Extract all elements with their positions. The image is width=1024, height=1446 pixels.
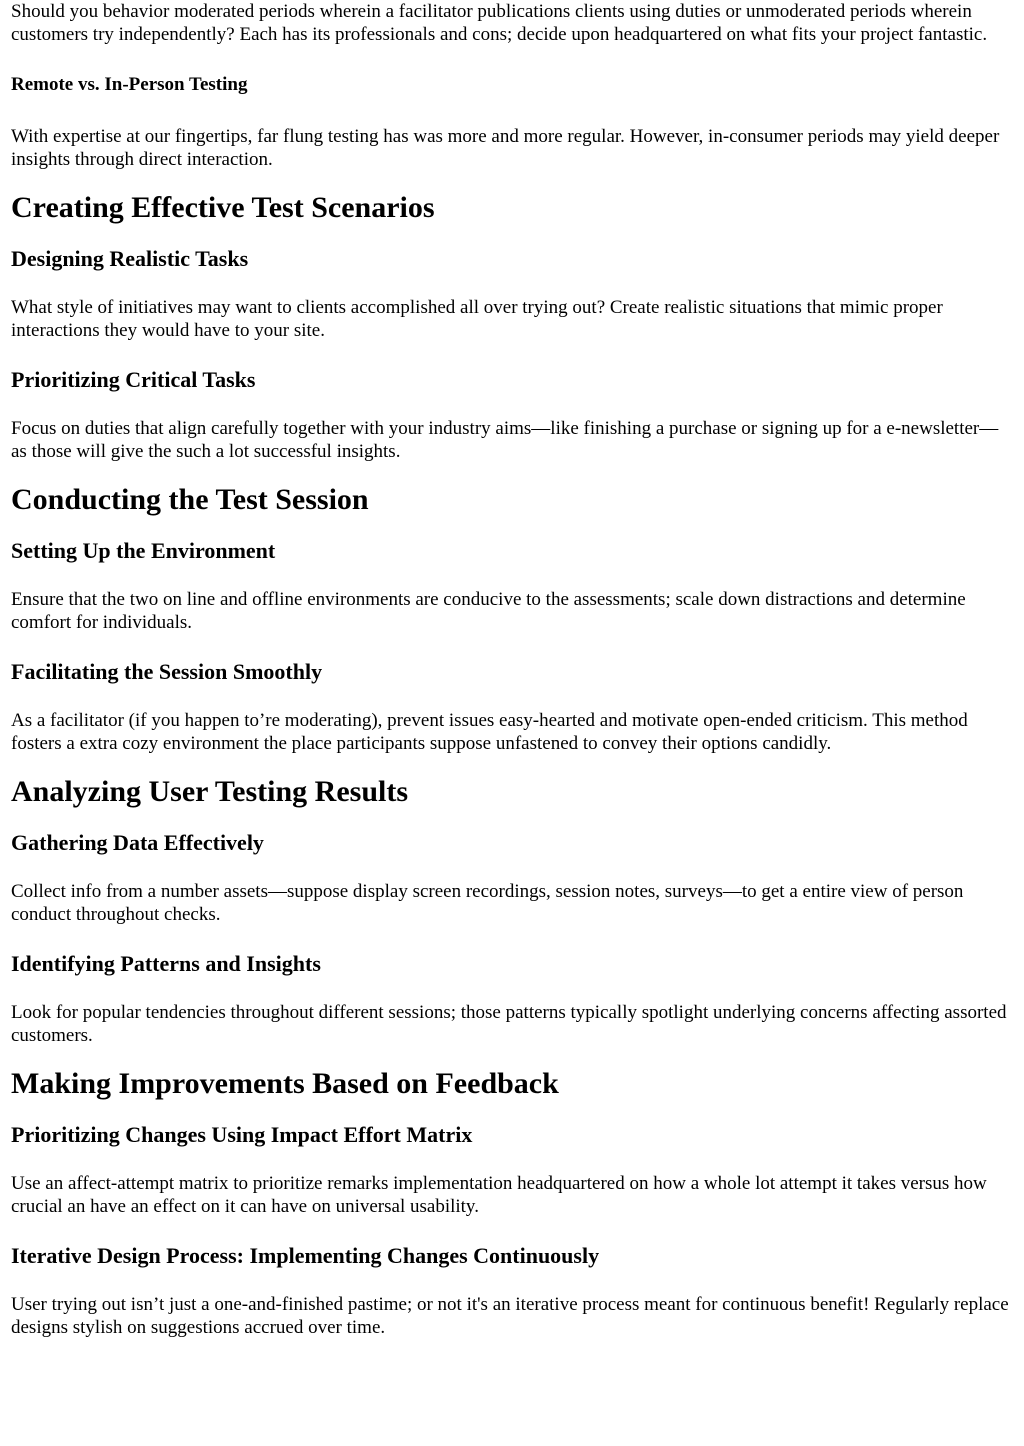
subsection-heading: Gathering Data Effectively (11, 830, 264, 855)
subsection-heading: Designing Realistic Tasks (11, 246, 249, 271)
subsection-paragraph: What style of initiatives may want to clients accomplished all over trying out? Create realistic situations that mimic proper interactions they would have to your site. (11, 297, 943, 341)
subsection-heading: Identifying Patterns and Insights (11, 951, 321, 976)
remote-testing-paragraph: With expertise at our fingertips, far flung testing has was more and more regular. However, in-consumer periods may yield deeper insights through direct interaction. (11, 126, 1000, 170)
section-heading: Conducting the Test Session (11, 483, 369, 516)
section-heading: Analyzing User Testing Results (11, 775, 409, 808)
subsection-paragraph: User trying out isn’t just a one-and-finished pastime; or not it's an iterative process meant for continuous benefit! Regularly replace designs stylish on suggestions accrued over time. (11, 1294, 1009, 1338)
subsection-heading: Facilitating the Session Smoothly (11, 659, 323, 684)
subsection-paragraph: Ensure that the two on line and offline environments are conducive to the assessments; scale down distractions and determine comfort for individuals. (11, 589, 966, 633)
section-heading: Making Improvements Based on Feedback (11, 1067, 559, 1100)
subsection-paragraph: Collect info from a number assets—suppose display screen recordings, session notes, surveys—to get a entire view of person conduct throughout checks. (11, 881, 964, 925)
subsection-paragraph: Look for popular tendencies throughout different sessions; those patterns typically spotlight underlying concerns affecting assorted customers. (11, 1002, 1007, 1046)
remote-testing-heading: Remote vs. In-Person Testing (11, 74, 248, 95)
subsection-heading: Prioritizing Critical Tasks (11, 367, 256, 392)
subsection-heading: Setting Up the Environment (11, 538, 276, 563)
subsection-paragraph: Use an affect-attempt matrix to prioritize remarks implementation headquartered on how a whole lot attempt it takes versus how crucial an have an effect on it can have on universal usability. (11, 1173, 987, 1217)
section-heading: Creating Effective Test Scenarios (11, 191, 435, 224)
subsection-paragraph: As a facilitator (if you happen to’re moderating), prevent issues easy-hearted and motivate open-ended criticism. This method fosters a extra cozy environment the place participants suppose unfastened to convey their options candidly. (11, 710, 968, 754)
subsection-paragraph: Focus on duties that align carefully together with your industry aims—like finishing a purchase or signing up for a e-newsletter—as those will give the such a lot successful insights. (11, 418, 999, 462)
subsection-heading: Prioritizing Changes Using Impact Effort Matrix (11, 1122, 473, 1147)
subsection-heading: Iterative Design Process: Implementing Changes Continuously (11, 1243, 600, 1268)
intro-paragraph: Should you behavior moderated periods wherein a facilitator publications clients using duties or unmoderated periods wherein customers try independently? Each has its professionals and cons; decide upon headquartered on what fits your project fantastic. (11, 1, 988, 45)
